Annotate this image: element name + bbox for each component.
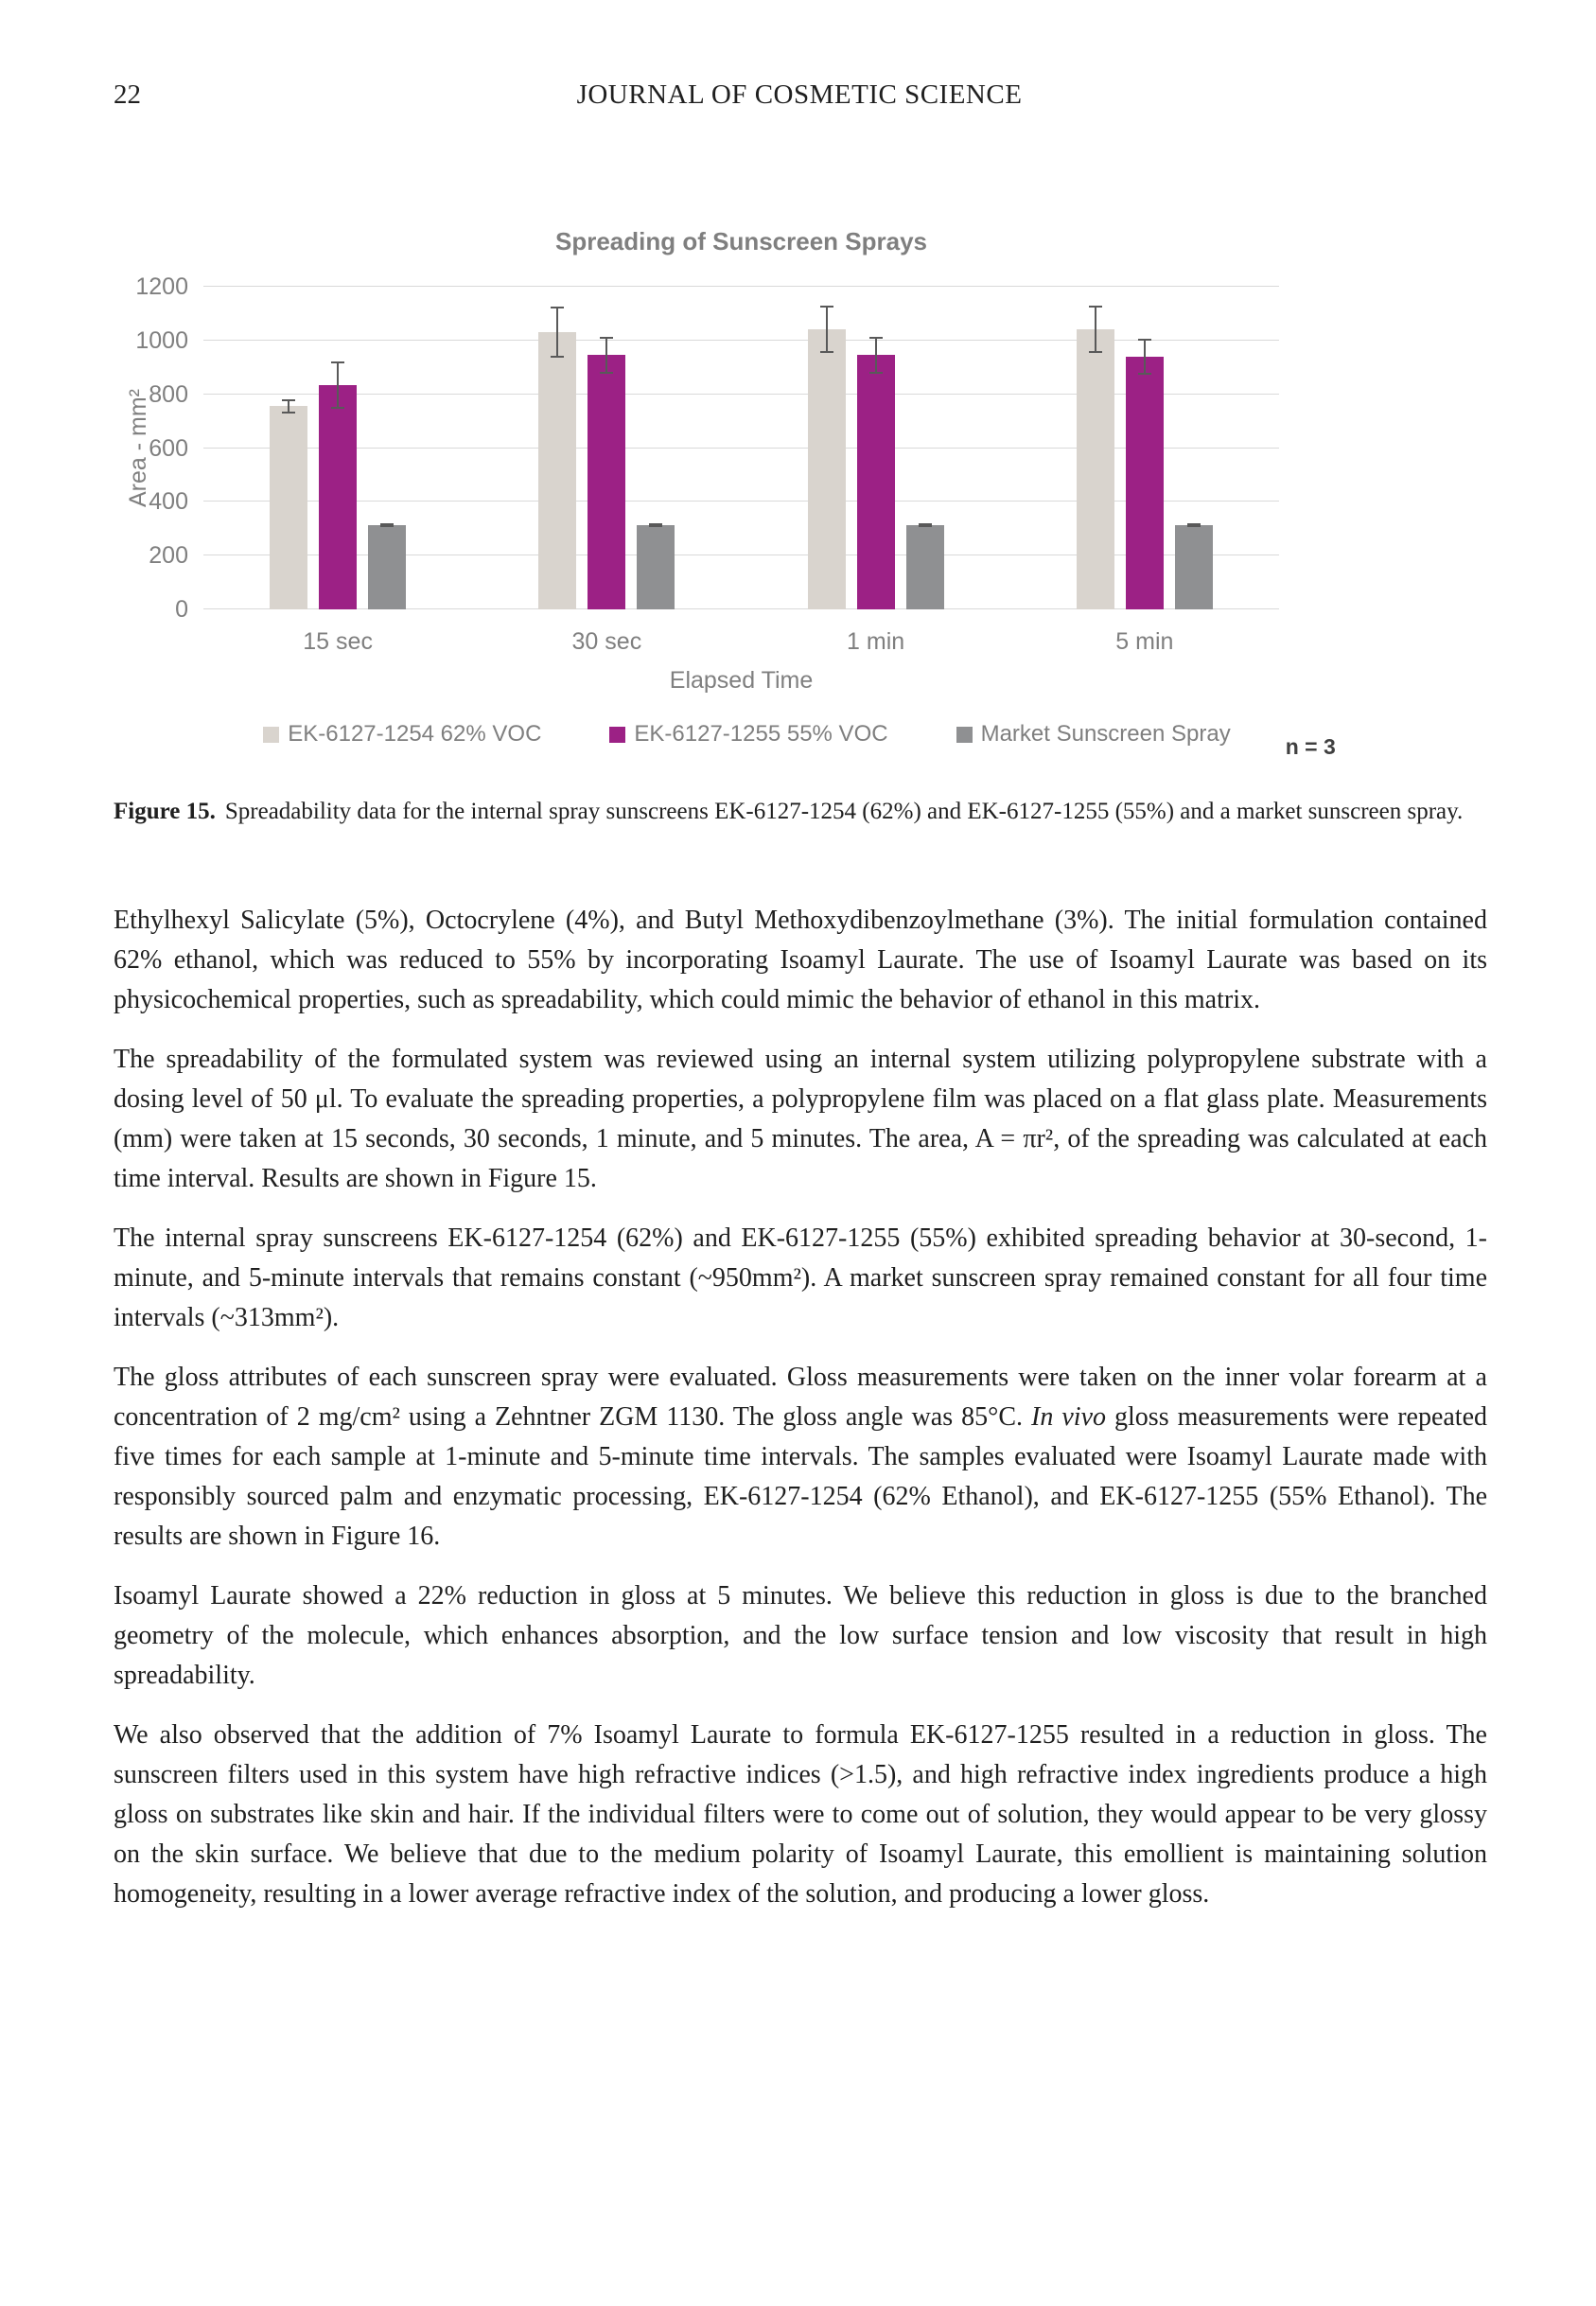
error-bar-line xyxy=(288,401,289,413)
bar-slot xyxy=(906,287,944,609)
x-tick-label: 1 min xyxy=(847,628,905,655)
paragraph xyxy=(114,1716,1487,1914)
figure-caption-text: Spreadability data for the internal spray sunscreens EK-6127-1254 (62%) and EK-6127-1255 (55%) and a market sunscreen spray. xyxy=(224,799,1464,824)
text-run: The gloss attributes of each sunscreen spray were evaluated. Gloss measurements were taken on the inner volar forearm at a concentration of 2 mg/cm² using a Zehntner ZGM 1130. The gloss angle was 85°C. xyxy=(114,1363,1487,1432)
x-tick-label: 30 sec xyxy=(571,628,642,655)
text-run: We also observed that the addition of 7% Isoamyl Laurate to formula EK-6127-1255 resulted in a reduction in gloss. The sunscreen filters used in this system have high refractive indices (>1.5), and high refractive index ingredients produce a high gloss on substrates like skin and hair. If the individual filters were to come out of solution, they would appear to be very glossy on the skin surface. We believe that due to the medium polarity of Isoamyl Laurate, this emollient is maintaining solution homogeneity, resulting in a lower average refractive index of the solution, and producing a lower gloss. xyxy=(114,1720,1487,1909)
bar-series-1 xyxy=(538,332,576,609)
error-bar xyxy=(1138,339,1151,376)
bar-series-3 xyxy=(368,525,406,609)
bar-series-2 xyxy=(588,355,625,609)
figure-chart xyxy=(123,227,1476,760)
x-axis-title: Elapsed Time xyxy=(669,667,814,694)
bar-series-1 xyxy=(1077,329,1114,609)
error-bar xyxy=(869,337,883,374)
chart-legend xyxy=(123,721,1476,760)
error-bar-line xyxy=(875,339,877,372)
text-run: gloss measurements were repeated five times for each sample at 1-minute and 5-minute time intervals. The samples evaluated were Isoamyl Laurate made with responsibly sourced palm and enzymatic processing, EK-6127-1254 (62% Ethanol), and EK-6127-1255 (55% Ethanol). The results are shown in Figure 16. xyxy=(114,1402,1488,1551)
bar-slot xyxy=(368,287,406,609)
error-bar xyxy=(331,361,344,409)
sample-size-note: n = 3 xyxy=(1285,734,1336,759)
error-bar-line xyxy=(1144,341,1146,374)
bar-series-2 xyxy=(319,385,357,609)
legend-swatch xyxy=(263,727,279,743)
paragraph xyxy=(114,1576,1487,1696)
paragraph xyxy=(114,1219,1487,1338)
journal-title: JOURNAL OF COSMETIC SCIENCE xyxy=(576,79,1023,110)
paragraph xyxy=(114,1358,1487,1557)
bar-series-1 xyxy=(808,329,846,609)
error-bar-line xyxy=(605,339,607,373)
legend-item xyxy=(956,721,1231,748)
x-tick-label: 5 min xyxy=(1115,628,1174,655)
legend-items xyxy=(263,721,1230,748)
legend-label: EK-6127-1254 62% VOC xyxy=(288,721,542,747)
figure-caption-label: Figure 15. xyxy=(114,799,216,824)
legend-label: Market Sunscreen Spray xyxy=(980,721,1231,747)
y-axis-title: Area - mm² xyxy=(125,389,151,507)
page-number: 22 xyxy=(114,79,141,110)
bar-slot xyxy=(319,287,357,609)
bar-slot xyxy=(1077,287,1114,609)
error-bar xyxy=(551,307,564,358)
text-run: The spreadability of the formulated system was reviewed using an internal system utilizing polypropylene substrate with a dosing level of 50 μl. To evaluate the spreading properties, a polypropylene film was placed on a flat glass plate. Measurements (mm) were taken at 15 seconds, 30 seconds, 1 minute, and 5 minutes. The area, A = πr², of the spreading was calculated at each time interval. Results are shown in Figure 15. xyxy=(114,1045,1487,1193)
legend-label: EK-6127-1255 55% VOC xyxy=(634,721,888,747)
text-run: Isoamyl Laurate showed a 22% reduction in gloss at 5 minutes. We believe this reduction in gloss is due to the branched geometry of the molecule, which enhances absorption, and the low surface tension and low viscosity that result in high spreadability. xyxy=(114,1581,1487,1690)
bar-series-3 xyxy=(637,525,675,609)
bar-slot xyxy=(1175,287,1213,609)
legend-swatch xyxy=(956,727,973,743)
bar-slot xyxy=(1126,287,1164,609)
bar-group xyxy=(742,287,1010,609)
error-bar xyxy=(649,523,662,527)
bar-series-3 xyxy=(1175,525,1213,609)
bar-slot xyxy=(270,287,307,609)
x-tick-label: 15 sec xyxy=(303,628,373,655)
bar-group xyxy=(1010,287,1279,609)
bar-slot xyxy=(538,287,576,609)
y-tick-label: 600 xyxy=(149,434,188,462)
y-tick-label: 200 xyxy=(149,542,188,570)
bar-slot xyxy=(637,287,675,609)
y-tick-label: 1000 xyxy=(135,326,188,354)
article-body xyxy=(114,901,1487,1934)
page-header xyxy=(114,79,1485,117)
bar-slot xyxy=(857,287,895,609)
bar-series-1 xyxy=(270,406,307,609)
error-bar-line xyxy=(337,363,339,407)
error-bar xyxy=(600,337,613,375)
text-run: Ethylhexyl Salicylate (5%), Octocrylene (4%), and Butyl Methoxydibenzoylmethane (3%). The initial formulation contained 62% ethanol, which was reduced to 55% by incorporating Isoamyl Laurate. The use of Isoamyl Laurate was based on its physicochemical properties, such as spreadability, which could mimic the behavior of ethanol in this matrix. xyxy=(114,906,1487,1014)
legend-swatch xyxy=(609,727,625,743)
bar-series-2 xyxy=(857,355,895,609)
error-bar-line xyxy=(556,308,558,356)
bar-series-2 xyxy=(1126,357,1164,609)
error-bar-line xyxy=(826,308,828,351)
paragraph xyxy=(114,1040,1487,1199)
error-bar xyxy=(1089,306,1102,353)
legend-item xyxy=(609,721,887,748)
bar-group xyxy=(203,287,472,609)
italic-text: In vivo xyxy=(1031,1402,1107,1432)
bar-slot xyxy=(588,287,625,609)
y-tick-label: 800 xyxy=(149,380,188,408)
chart-title: Spreading of Sunscreen Sprays xyxy=(554,227,927,255)
error-bar xyxy=(1187,523,1201,527)
bar-group xyxy=(472,287,741,609)
bar-series-3 xyxy=(906,525,944,609)
bar-slot xyxy=(808,287,846,609)
text-run: The internal spray sunscreens EK-6127-1254 (62%) and EK-6127-1255 (55%) exhibited spreading behavior at 30-second, 1-minute, and 5-minute intervals that remains constant (~950mm²). A market sunscreen spray remained constant for all four time intervals (~313mm²). xyxy=(114,1223,1487,1332)
x-axis-tick-labels xyxy=(203,628,1279,656)
bar-groups xyxy=(203,287,1279,609)
y-tick-label: 1200 xyxy=(135,273,188,300)
error-bar-line xyxy=(1095,308,1096,351)
error-bar xyxy=(282,399,295,414)
figure-caption xyxy=(114,793,1485,831)
error-bar xyxy=(820,306,833,353)
legend-item xyxy=(263,721,541,748)
chart-area xyxy=(123,273,1476,623)
y-tick-label: 0 xyxy=(175,596,188,623)
paragraph xyxy=(114,901,1487,1020)
error-bar xyxy=(380,523,394,527)
error-bar xyxy=(919,523,932,527)
y-tick-label: 400 xyxy=(149,488,188,516)
